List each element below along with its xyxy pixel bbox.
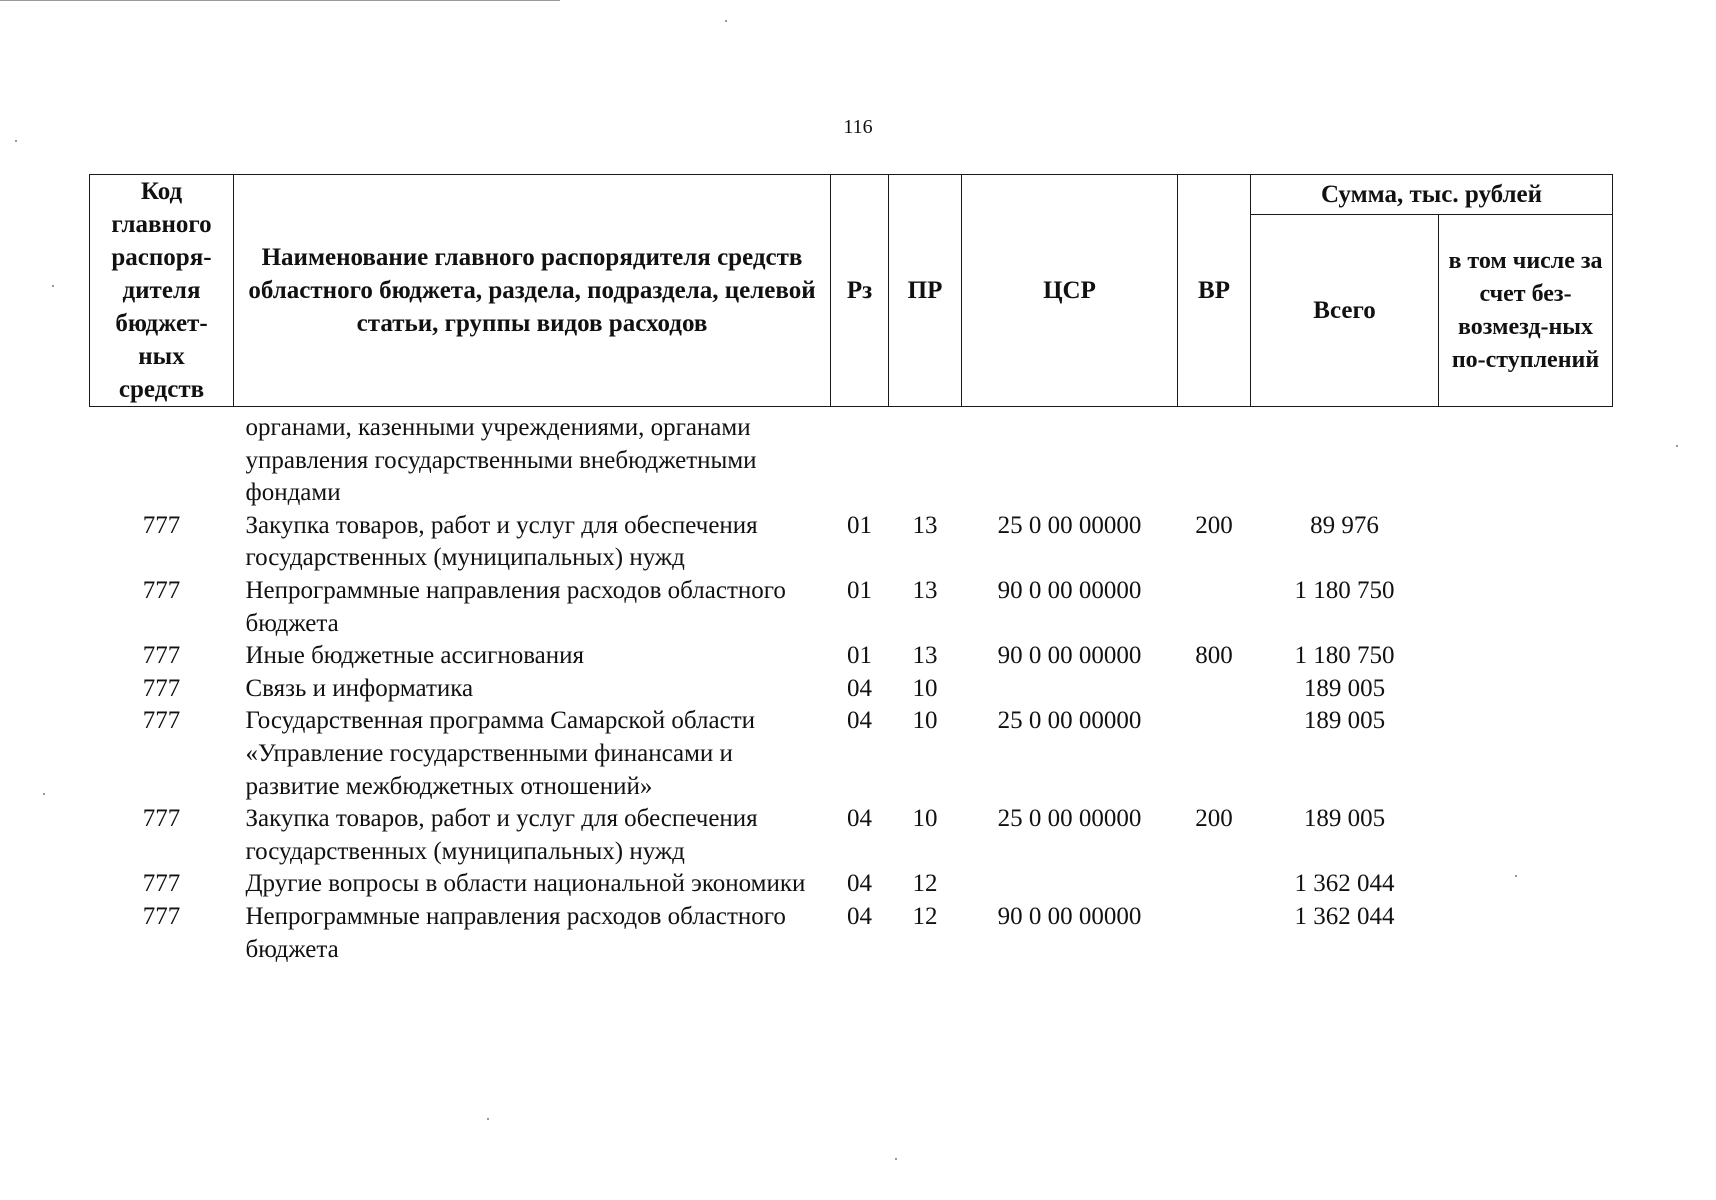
csr-cell: 90 0 00 00000 (997, 576, 1142, 604)
pr-cell: 10 (912, 707, 938, 735)
including-cell (1439, 705, 1613, 803)
name-cell: Закупка товаров, работ и услуг для обеспечения государственных (муниципальных) нужд (245, 805, 758, 865)
vr-cell (1178, 868, 1251, 901)
csr-cell: 90 0 00 00000 (997, 902, 1142, 930)
total-cell: 1 362 044 (1294, 902, 1395, 930)
code-cell: 777 (142, 805, 181, 833)
header-code: Код главного распоря-дителя бюджет-ных средств (90, 175, 234, 407)
code-cell: 777 (142, 902, 181, 930)
header-including: в том числе за счет без-возмезд-ных по-ступлений (1439, 215, 1613, 407)
vr-cell (1178, 575, 1251, 640)
scan-speck (15, 140, 17, 142)
header-vr: ВР (1178, 175, 1251, 407)
scan-speck (1515, 875, 1517, 877)
table-row (90, 407, 1613, 510)
scan-speck (487, 1118, 489, 1120)
including-cell (1439, 868, 1613, 901)
total-cell: 1 180 750 (1294, 576, 1395, 604)
table-row (90, 803, 1613, 868)
code-cell: 777 (142, 576, 181, 604)
total-cell (1251, 407, 1439, 510)
scan-speck (52, 285, 54, 287)
pr-cell (889, 407, 962, 510)
scan-edge-line (0, 0, 560, 1)
rz-cell (831, 407, 889, 510)
csr-cell (962, 407, 1178, 510)
table-row (90, 640, 1613, 673)
table-row (90, 901, 1613, 966)
name-cell: Закупка товаров, работ и услуг для обеспечения государственных (муниципальных) нужд (245, 511, 758, 572)
header-name: Наименование главного распорядителя средств областного бюджета, раздела, подраздела, целевой статьи, группы видов расходов (234, 175, 831, 407)
code-cell: 777 (142, 511, 181, 539)
scan-speck (1676, 445, 1678, 447)
header-csr: ЦСР (962, 175, 1178, 407)
pr-cell: 12 (912, 870, 938, 898)
total-cell: 189 005 (1303, 674, 1386, 702)
vr-cell: 800 (1195, 642, 1233, 670)
including-cell (1439, 575, 1613, 640)
csr-cell (962, 868, 1178, 901)
table-row (90, 575, 1613, 640)
rz-cell: 01 (847, 511, 872, 539)
budget-table (89, 174, 1613, 966)
table-row (90, 705, 1613, 803)
rz-cell: 04 (847, 674, 872, 702)
csr-cell: 25 0 00 00000 (997, 707, 1142, 735)
scan-speck (895, 1158, 897, 1160)
including-cell (1439, 407, 1613, 510)
table-row (90, 868, 1613, 901)
code-cell: 777 (142, 707, 181, 735)
name-cell: Связь и информатика (245, 674, 474, 702)
name-cell: Иные бюджетные ассигнования (245, 642, 585, 670)
vr-cell (1178, 407, 1251, 510)
rz-cell: 04 (847, 902, 872, 930)
vr-cell (1178, 901, 1251, 966)
table-row (90, 510, 1613, 575)
including-cell (1439, 510, 1613, 575)
name-cell: Государственная программа Самарской области «Управление государственными финансами и развитие межбюджетных отношений» (245, 707, 755, 800)
name-cell: Непрограммные направления расходов областного бюджета (245, 902, 786, 963)
csr-cell: 90 0 00 00000 (997, 642, 1142, 670)
name-cell: органами, казенными учреждениями, органами управления государственными внебюджетными фондами (245, 414, 757, 507)
rz-cell: 01 (847, 642, 872, 670)
name-cell: Непрограммные направления расходов областного бюджета (245, 576, 786, 637)
total-cell: 189 005 (1303, 805, 1386, 833)
rz-cell: 04 (847, 707, 872, 735)
csr-cell: 25 0 00 00000 (997, 511, 1142, 539)
including-cell (1439, 803, 1613, 868)
rz-cell: 04 (847, 870, 872, 898)
header-pr: ПР (889, 175, 962, 407)
code-cell: 777 (142, 870, 181, 898)
vr-cell: 200 (1195, 805, 1233, 833)
pr-cell: 13 (912, 576, 938, 604)
including-cell (1439, 640, 1613, 673)
rz-cell: 04 (847, 805, 872, 833)
pr-cell: 10 (912, 674, 938, 702)
rz-cell: 01 (847, 576, 872, 604)
pr-cell: 13 (912, 511, 938, 539)
header-rz: Рз (831, 175, 889, 407)
header-sum-group: Сумма, тыс. рублей (1251, 175, 1613, 215)
total-cell: 89 976 (1310, 511, 1379, 539)
name-cell: Другие вопросы в области национальной экономики (245, 870, 806, 898)
code-cell (90, 407, 234, 510)
total-cell: 1 362 044 (1294, 870, 1395, 898)
vr-cell (1178, 673, 1251, 706)
page-number: 116 (843, 116, 873, 138)
total-cell: 189 005 (1303, 707, 1386, 735)
total-cell: 1 180 750 (1294, 642, 1395, 670)
table-row (90, 673, 1613, 706)
csr-cell (962, 673, 1178, 706)
scan-speck (725, 20, 727, 22)
code-cell: 777 (142, 642, 181, 670)
vr-cell: 200 (1195, 511, 1233, 539)
scan-speck (43, 793, 45, 795)
pr-cell: 10 (912, 805, 938, 833)
code-cell: 777 (142, 674, 181, 702)
including-cell (1439, 901, 1613, 966)
header-total: Всего (1251, 215, 1439, 407)
pr-cell: 13 (912, 642, 938, 670)
vr-cell (1178, 705, 1251, 803)
csr-cell: 25 0 00 00000 (997, 805, 1142, 833)
including-cell (1439, 673, 1613, 706)
pr-cell: 12 (912, 902, 938, 930)
